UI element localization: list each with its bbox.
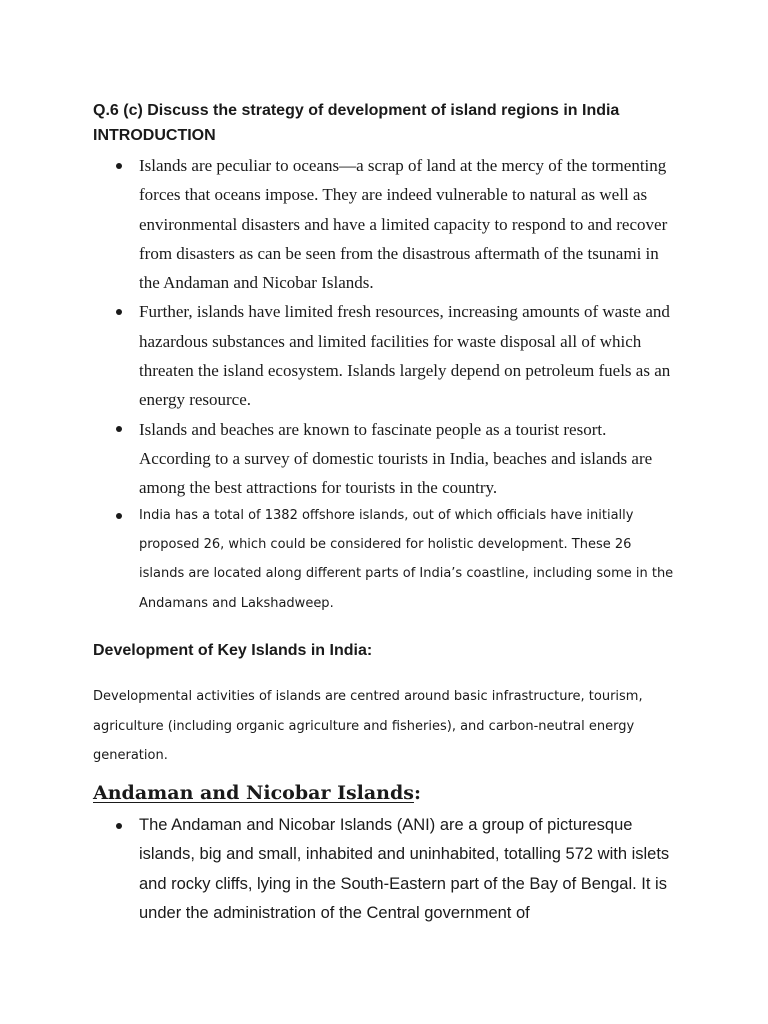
list-item-text: India has a total of 1382 offshore islands, out of which officials have initially proposed 26, which could be considered for holistic development. These 26 islands are located along different parts of India’s coastline, including some in the Andamans and Lakshadweep.	[139, 508, 674, 611]
list-item	[0, 811, 768, 928]
bullet-dot-icon	[116, 513, 122, 519]
list-item	[0, 151, 768, 297]
introduction-heading: INTRODUCTION	[93, 127, 216, 144]
bullet-dot-icon	[116, 163, 122, 169]
list-item-text: Islands and beaches are known to fascinate people as a tourist resort. According to a survey of domestic tourists in India, beaches and islands are among the best attractions for tourists in the country.	[139, 419, 653, 498]
development-paragraph: Developmental activities of islands are centred around basic infrastructure, tourism, agriculture (including organic agriculture and fisheries), and carbon-neutral energy generation.	[93, 689, 643, 763]
list-item-text: The Andaman and Nicobar Islands (ANI) are a group of picturesque islands, big and small, inhabited and uninhabited, totalling 572 with islets and rocky cliffs, lying in the South-Eastern part of the Bay of Bengal. It is under the administration of the Central government of	[139, 816, 670, 922]
introduction-bullet-list	[0, 151, 768, 503]
bullet-dot-icon	[116, 309, 122, 315]
offshore-islands-bullet-list	[0, 501, 768, 618]
list-item	[0, 501, 768, 618]
andaman-nicobar-heading	[93, 778, 421, 808]
andaman-nicobar-heading-colon: :	[413, 782, 421, 804]
bullet-dot-icon	[116, 823, 122, 829]
development-heading: Development of Key Islands in India:	[93, 642, 373, 659]
andaman-nicobar-heading-text: Andaman and Nicobar Islands	[93, 782, 414, 804]
bullet-dot-icon	[116, 426, 122, 432]
list-item	[0, 415, 768, 503]
andaman-nicobar-bullet-list	[0, 811, 768, 928]
list-item	[0, 297, 768, 414]
list-item-text: Islands are peculiar to oceans—a scrap of land at the mercy of the tormenting forces that oceans impose. They are indeed vulnerable to natural as well as environmental disasters and have a limited capacity to respond to and recover from disasters as can be seen from the disastrous aftermath of the tsunami in the Andaman and Nicobar Islands.	[139, 156, 668, 293]
list-item-text: Further, islands have limited fresh resources, increasing amounts of waste and hazardous substances and limited facilities for waste disposal all of which threaten the island ecosystem. Islands largely depend on petroleum fuels as an energy resource.	[139, 302, 671, 410]
question-title: Q.6 (c) Discuss the strategy of development of island regions in India	[93, 102, 620, 119]
